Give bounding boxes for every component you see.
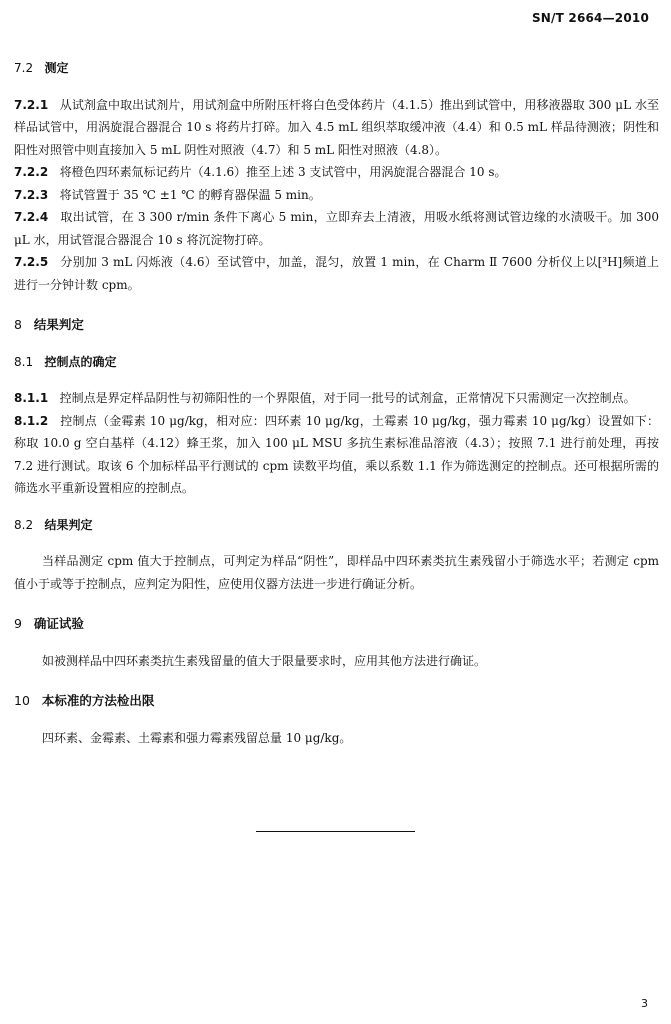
clause-7-2-4 xyxy=(14,206,659,251)
clause-number: 7.2.4 xyxy=(14,210,49,224)
heading-number: 9 xyxy=(14,616,22,631)
heading-9 xyxy=(14,613,659,636)
heading-title: 结果判定 xyxy=(33,317,84,332)
clause-number: 7.2.2 xyxy=(14,165,49,179)
clause-number: 8.1.2 xyxy=(14,413,49,428)
clause-text: 取出试管，在 3 300 r/min 条件下离心 5 min，立即弃去上清液，用吸水纸将测试管边缘的水渍吸干。加 300 μL 水，用试管混合器混合 10 s 将沉淀物打碎。 xyxy=(14,210,660,247)
heading-title: 本标准的方法检出限 xyxy=(41,693,155,708)
clause-number: 7.2.3 xyxy=(14,187,49,202)
clause-8-1-2 xyxy=(14,410,659,500)
clause-8-1-1 xyxy=(14,387,659,410)
clause-number: 8.1.1 xyxy=(14,391,49,405)
page-number: 3 xyxy=(641,997,648,1010)
paragraph-9: 如被测样品中四环素类抗生素残留量的值大于限量要求时，应用其他方法进行确证。 xyxy=(42,653,487,668)
heading-8 xyxy=(14,314,659,337)
end-of-text-rule xyxy=(256,831,415,832)
clause-text: 从试剂盒中取出试剂片，用试剂盒中所附压杆将白色受体药片（4.1.5）推出到试管中，用移液器取 300 μL 水至样品试管中，用涡旋混合器混合 10 s 将药片打碎。加入 4.5 mL 组织萃取缓冲液（4.4）和 0.5 mL 样品待测液；阴性和阳性对照管中则直接加入 5 mL 阴性对照液（4.7）和 5 mL 阳性对照液（4.8）。 xyxy=(14,97,660,157)
clause-7-2-1 xyxy=(14,94,659,162)
clause-text: 分别加 3 mL 闪烁液（4.6）至试管中，加盖，混匀，放置 1 min，在 Charm Ⅱ 7600 分析仪上以[³H]频道上进行一分钟计数 cpm。 xyxy=(14,255,659,292)
clause-text: 控制点是界定样品阴性与初筛阳性的一个界限值，对于同一批号的试剂盒，正常情况下只需测定一次控制点。 xyxy=(59,391,636,405)
heading-number: 10 xyxy=(14,693,30,708)
paragraph-8-2: 当样品测定 cpm 值大于控制点，可判定为样品“阴性”，即样品中四环素类抗生素残留小于筛选水平；若测定 cpm 值小于或等于控制点，应判定为阳性，应使用仪器方法进一步进行确证分析。 xyxy=(14,554,659,591)
heading-10 xyxy=(14,690,659,713)
clause-7-2-2 xyxy=(14,161,659,184)
heading-title: 控制点的确定 xyxy=(44,354,117,369)
heading-title: 结果判定 xyxy=(44,517,93,532)
paragraph-10: 四环素、金霉素、土霉素和强力霉素残留总量 10 μg/kg。 xyxy=(42,730,352,745)
clause-text: 将橙色四环素氚标记药片（4.1.6）推至上述 3 支试管中，用涡旋混合器混合 10 s。 xyxy=(59,165,507,179)
heading-7-2 xyxy=(14,57,659,80)
heading-title: 测定 xyxy=(44,61,69,75)
heading-number: 8.1 xyxy=(14,354,34,369)
clause-text: 控制点（金霉素 10 μg/kg，相对应：四环素 10 μg/kg，土霉素 10 μg/kg，强力霉素 10 μg/kg）设置如下：称取 10.0 g 空白基样（4.12）蜂王浆，加入 100 μL MSU 多抗生素标准品溶液（4.3）；按照 7.1 进行前处理，再按 7.2 进行测试。取该 6 个加标样品平行测试的 cpm 读数平均值，乘以系数 1.1 作为筛选测定的控制点。还可根据所需的筛选水平重新设置相应的控制点。 xyxy=(14,413,659,495)
heading-8-1 xyxy=(14,351,659,374)
clause-text: 将试管置于 35 ℃ ±1 ℃ 的孵育器保温 5 min。 xyxy=(59,187,321,202)
heading-number: 7.2 xyxy=(14,61,34,75)
clause-7-2-3 xyxy=(14,184,659,207)
clause-number: 7.2.5 xyxy=(14,255,49,269)
heading-number: 8 xyxy=(14,317,22,332)
standard-code: SN/T 2664—2010 xyxy=(531,11,649,25)
document-body xyxy=(14,57,659,749)
heading-title: 确证试验 xyxy=(33,616,84,631)
clause-7-2-5 xyxy=(14,251,659,296)
clause-number: 7.2.1 xyxy=(14,97,49,112)
heading-number: 8.2 xyxy=(14,517,34,532)
heading-8-2 xyxy=(14,514,659,537)
